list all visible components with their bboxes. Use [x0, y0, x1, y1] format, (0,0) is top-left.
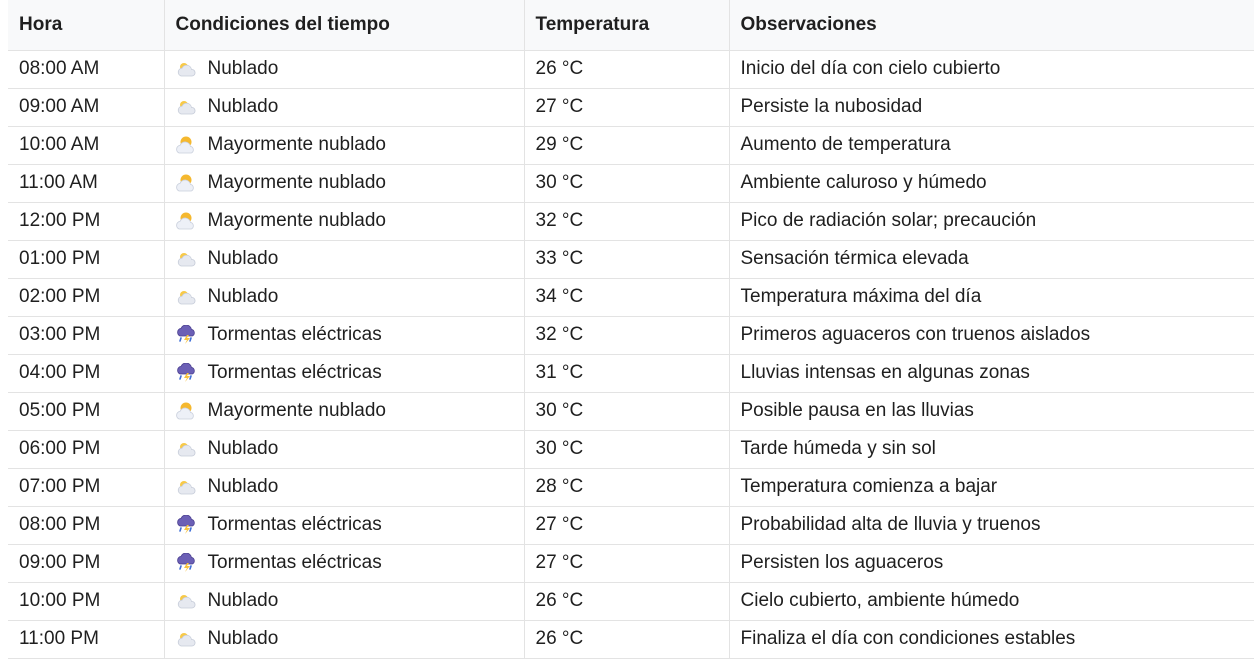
cell-temperatura: 27 °C [524, 544, 729, 582]
condition-label: Nublado [207, 286, 279, 307]
cell-condiciones [164, 50, 524, 88]
cell-condiciones [164, 278, 524, 316]
cell-observaciones: Posible pausa en las lluvias [729, 392, 1254, 430]
cell-hora: 09:00 AM [8, 88, 164, 126]
cell-observaciones: Primeros aguaceros con truenos aislados [729, 316, 1254, 354]
table-row [8, 620, 1254, 658]
table-row [8, 202, 1254, 240]
cloudy-icon [176, 287, 198, 307]
cell-hora: 10:00 PM [8, 582, 164, 620]
condition-label: Nublado [207, 476, 279, 497]
condition-label: Nublado [207, 438, 279, 459]
cell-temperatura: 27 °C [524, 506, 729, 544]
cloudy-icon [176, 629, 198, 649]
cell-condiciones [164, 354, 524, 392]
condition-label: Mayormente nublado [207, 172, 386, 193]
cell-observaciones: Persiste la nubosidad [729, 88, 1254, 126]
cell-observaciones: Cielo cubierto, ambiente húmedo [729, 582, 1254, 620]
cloudy-icon [176, 591, 198, 611]
cell-condiciones [164, 164, 524, 202]
cell-hora: 11:00 AM [8, 164, 164, 202]
cell-hora: 08:00 PM [8, 506, 164, 544]
thunderstorm-icon [176, 363, 198, 383]
cell-condiciones [164, 126, 524, 164]
table-row [8, 240, 1254, 278]
mostly-cloudy-icon [176, 401, 198, 421]
table-row [8, 354, 1254, 392]
cell-temperatura: 30 °C [524, 430, 729, 468]
cloudy-icon [176, 249, 198, 269]
table-row [8, 50, 1254, 88]
cell-observaciones: Probabilidad alta de lluvia y truenos [729, 506, 1254, 544]
cell-condiciones [164, 88, 524, 126]
mostly-cloudy-icon [176, 135, 198, 155]
cell-observaciones: Pico de radiación solar; precaución [729, 202, 1254, 240]
cloudy-icon [176, 97, 198, 117]
cell-condiciones [164, 392, 524, 430]
table-row [8, 506, 1254, 544]
cell-observaciones: Inicio del día con cielo cubierto [729, 50, 1254, 88]
cell-hora: 11:00 PM [8, 620, 164, 658]
column-header-temperatura: Temperatura [524, 0, 729, 50]
cell-hora: 12:00 PM [8, 202, 164, 240]
cell-temperatura: 31 °C [524, 354, 729, 392]
cell-temperatura: 30 °C [524, 392, 729, 430]
cell-observaciones: Persisten los aguaceros [729, 544, 1254, 582]
cell-condiciones [164, 620, 524, 658]
cell-observaciones: Tarde húmeda y sin sol [729, 430, 1254, 468]
cell-condiciones [164, 316, 524, 354]
condition-label: Mayormente nublado [207, 134, 386, 155]
condition-label: Tormentas eléctricas [207, 552, 382, 573]
cloudy-icon [176, 477, 198, 497]
condition-label: Mayormente nublado [207, 400, 386, 421]
cell-hora: 06:00 PM [8, 430, 164, 468]
hourly-weather-table [8, 0, 1254, 659]
cell-observaciones: Aumento de temperatura [729, 126, 1254, 164]
cell-hora: 07:00 PM [8, 468, 164, 506]
table-row [8, 582, 1254, 620]
cell-observaciones: Temperatura comienza a bajar [729, 468, 1254, 506]
condition-label: Nublado [207, 58, 279, 79]
condition-label: Mayormente nublado [207, 210, 386, 231]
cell-hora: 09:00 PM [8, 544, 164, 582]
cell-hora: 05:00 PM [8, 392, 164, 430]
cell-hora: 10:00 AM [8, 126, 164, 164]
cell-temperatura: 32 °C [524, 202, 729, 240]
table-row [8, 430, 1254, 468]
cell-condiciones [164, 506, 524, 544]
thunderstorm-icon [176, 515, 198, 535]
column-header-observaciones: Observaciones [729, 0, 1254, 50]
table-row [8, 278, 1254, 316]
cell-condiciones [164, 582, 524, 620]
column-header-hora: Hora [8, 0, 164, 50]
condition-label: Nublado [207, 628, 279, 649]
cell-temperatura: 28 °C [524, 468, 729, 506]
cloudy-icon [176, 59, 198, 79]
condition-label: Nublado [207, 248, 279, 269]
cell-hora: 02:00 PM [8, 278, 164, 316]
cell-temperatura: 26 °C [524, 620, 729, 658]
table-row [8, 164, 1254, 202]
condition-label: Tormentas eléctricas [207, 362, 382, 383]
cell-hora: 03:00 PM [8, 316, 164, 354]
cloudy-icon [176, 439, 198, 459]
cell-temperatura: 34 °C [524, 278, 729, 316]
table-row [8, 316, 1254, 354]
table-header-row [8, 0, 1254, 50]
condition-label: Tormentas eléctricas [207, 514, 382, 535]
cell-hora: 08:00 AM [8, 50, 164, 88]
thunderstorm-icon [176, 553, 198, 573]
table-body [8, 50, 1254, 658]
cell-hora: 01:00 PM [8, 240, 164, 278]
thunderstorm-icon [176, 325, 198, 345]
table-row [8, 468, 1254, 506]
cell-condiciones [164, 240, 524, 278]
cell-condiciones [164, 468, 524, 506]
condition-label: Tormentas eléctricas [207, 324, 382, 345]
condition-label: Nublado [207, 96, 279, 117]
cell-condiciones [164, 430, 524, 468]
table-row [8, 88, 1254, 126]
table-row [8, 392, 1254, 430]
table-row [8, 126, 1254, 164]
cell-temperatura: 33 °C [524, 240, 729, 278]
cell-observaciones: Temperatura máxima del día [729, 278, 1254, 316]
mostly-cloudy-icon [176, 173, 198, 193]
cell-observaciones: Sensación térmica elevada [729, 240, 1254, 278]
mostly-cloudy-icon [176, 211, 198, 231]
column-header-condiciones: Condiciones del tiempo [164, 0, 524, 50]
table-row [8, 544, 1254, 582]
cell-observaciones: Ambiente caluroso y húmedo [729, 164, 1254, 202]
cell-temperatura: 32 °C [524, 316, 729, 354]
cell-condiciones [164, 544, 524, 582]
cell-observaciones: Finaliza el día con condiciones estables [729, 620, 1254, 658]
cell-condiciones [164, 202, 524, 240]
cell-temperatura: 30 °C [524, 164, 729, 202]
cell-hora: 04:00 PM [8, 354, 164, 392]
cell-temperatura: 26 °C [524, 582, 729, 620]
cell-temperatura: 27 °C [524, 88, 729, 126]
cell-observaciones: Lluvias intensas en algunas zonas [729, 354, 1254, 392]
condition-label: Nublado [207, 590, 279, 611]
cell-temperatura: 26 °C [524, 50, 729, 88]
cell-temperatura: 29 °C [524, 126, 729, 164]
